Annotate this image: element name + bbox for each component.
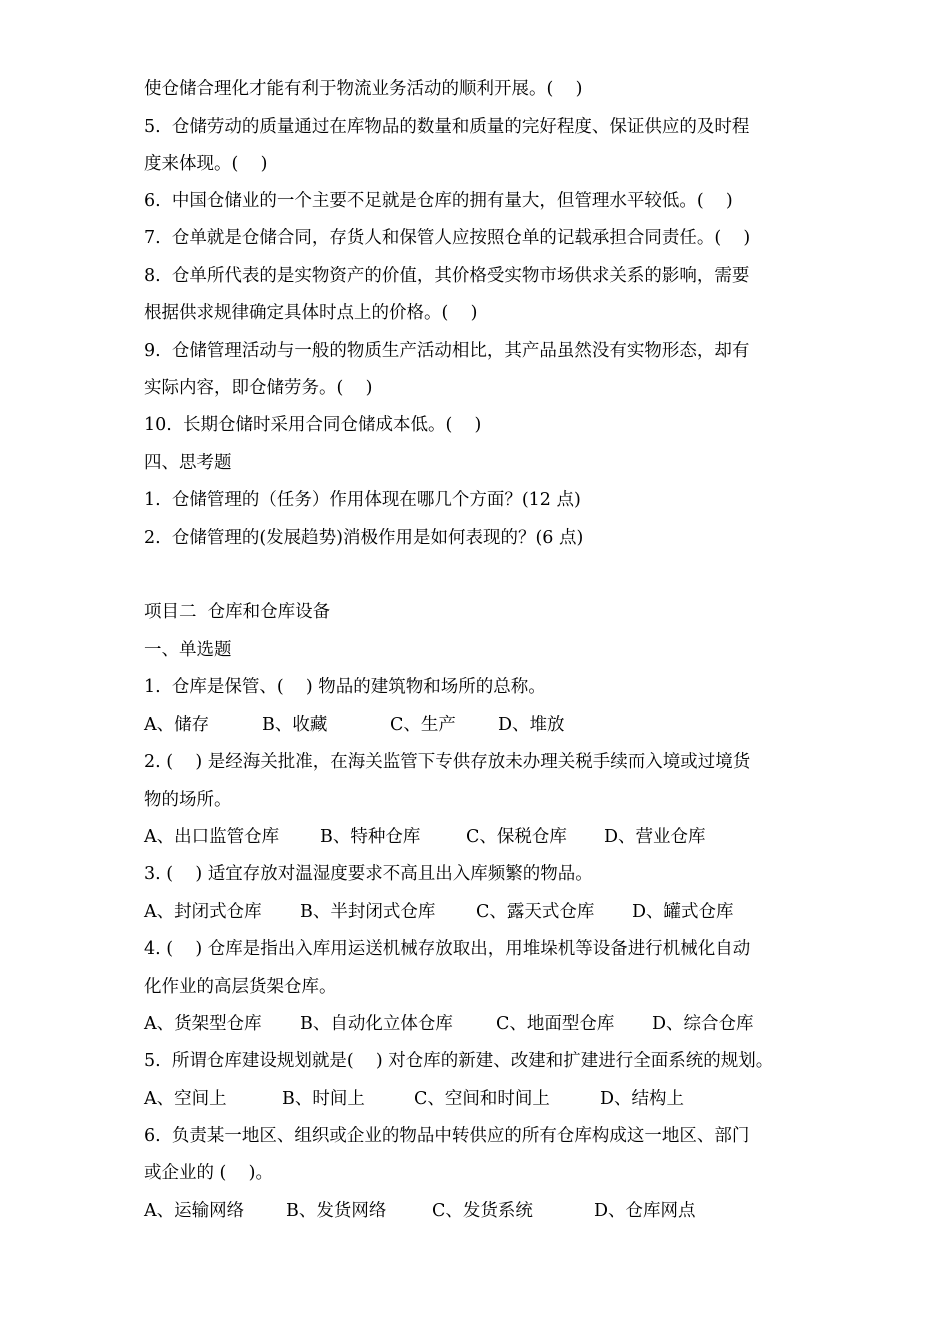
- option-b: B、时间上: [282, 1089, 365, 1109]
- tf-question-9-line-1: 9. 仓储管理活动与一般的物质生产活动相比，其产品虽然没有实物形态，却有: [144, 341, 750, 361]
- mc-question-5: 5. 所谓仓库建设规划就是( ) 对仓库的新建、改建和扩建进行全面系统的规划。: [144, 1051, 774, 1071]
- mc-question-1: 1. 仓库是保管、( ) 物品的建筑物和场所的总称。: [144, 677, 546, 697]
- option-a: A、封闭式仓库: [144, 902, 262, 922]
- option-d: D、罐式仓库: [632, 902, 734, 922]
- tf-question-8-line-2: 根据供求规律确定具体时点上的价格。( ): [144, 303, 478, 323]
- option-b: B、收藏: [262, 715, 328, 735]
- mc-question-2-line-2: 物的场所。: [144, 790, 232, 810]
- mc-question-4-line-2: 化作业的高层货架仓库。: [144, 977, 337, 997]
- option-c: C、空间和时间上: [414, 1089, 550, 1109]
- option-b: B、半封闭式仓库: [300, 902, 436, 922]
- option-d: D、仓库网点: [594, 1201, 696, 1221]
- option-a: A、运输网络: [144, 1201, 245, 1221]
- option-b: B、发货网络: [286, 1201, 387, 1221]
- mc-question-2-line-1: 2. ( ) 是经海关批准，在海关监管下专供存放未办理关税手续而入境或过境货: [144, 752, 751, 772]
- section-heading-thinking: 四、思考题: [144, 453, 232, 473]
- mc-question-6-options: [144, 1199, 844, 1223]
- tf-question-7: 7. 仓单就是仓储合同，存货人和保管人应按照仓单的记载承担合同责任。( ): [144, 228, 751, 248]
- option-a: A、储存: [144, 715, 210, 735]
- option-c: C、露天式仓库: [476, 902, 595, 922]
- tf-question-8-line-1: 8. 仓单所代表的是实物资产的价值，其价格受实物市场供求关系的影响，需要: [144, 266, 750, 286]
- option-c: C、保税仓库: [466, 827, 567, 847]
- mc-question-4-line-1: 4. ( ) 仓库是指出入库用运送机械存放取出，用堆垛机等设备进行机械化自动: [144, 939, 751, 959]
- option-a: A、空间上: [144, 1089, 227, 1109]
- option-a: A、货架型仓库: [144, 1014, 262, 1034]
- tf-question-9-line-2: 实际内容，即仓储劳务。( ): [144, 378, 373, 398]
- option-d: D、堆放: [498, 715, 565, 735]
- project-title: 项目二 仓库和仓库设备: [144, 602, 331, 622]
- mc-question-4-options: [144, 1012, 844, 1036]
- tf-question-6: 6. 中国仓储业的一个主要不足就是仓库的拥有量大，但管理水平较低。( ): [144, 191, 733, 211]
- mc-question-1-options: [144, 713, 844, 737]
- tf-question-10: 10. 长期仓储时采用合同仓储成本低。( ): [144, 415, 482, 435]
- thinking-question-1: 1. 仓储管理的（任务）作用体现在哪几个方面？(12 点): [144, 490, 581, 510]
- mc-question-6-line-1: 6. 负责某一地区、组织或企业的物品中转供应的所有仓库构成这一地区、部门: [144, 1126, 750, 1146]
- tf-question-4-continuation: 使仓储合理化才能有利于物流业务活动的顺利开展。( ): [144, 79, 583, 99]
- option-b: B、自动化立体仓库: [300, 1014, 453, 1034]
- mc-question-5-options: [144, 1087, 844, 1111]
- option-c: C、地面型仓库: [496, 1014, 615, 1034]
- section-heading-single-choice: 一、单选题: [144, 640, 232, 660]
- mc-question-3: 3. ( ) 适宜存放对温湿度要求不高且出入库频繁的物品。: [144, 864, 593, 884]
- option-d: D、结构上: [600, 1089, 685, 1109]
- option-b: B、特种仓库: [320, 827, 421, 847]
- thinking-question-2: 2. 仓储管理的(发展趋势)消极作用是如何表现的？(6 点): [144, 528, 584, 548]
- option-d: D、营业仓库: [604, 827, 706, 847]
- mc-question-3-options: [144, 900, 844, 924]
- mc-question-2-options: [144, 825, 844, 849]
- tf-question-5-line-1: 5. 仓储劳动的质量通过在库物品的数量和质量的完好程度、保证供应的及时程: [144, 117, 750, 137]
- option-a: A、出口监管仓库: [144, 827, 280, 847]
- option-c: C、发货系统: [432, 1201, 533, 1221]
- option-d: D、综合仓库: [652, 1014, 754, 1034]
- mc-question-6-line-2: 或企业的 ( )。: [144, 1163, 273, 1183]
- option-c: C、生产: [390, 715, 456, 735]
- tf-question-5-line-2: 度来体现。( ): [144, 154, 268, 174]
